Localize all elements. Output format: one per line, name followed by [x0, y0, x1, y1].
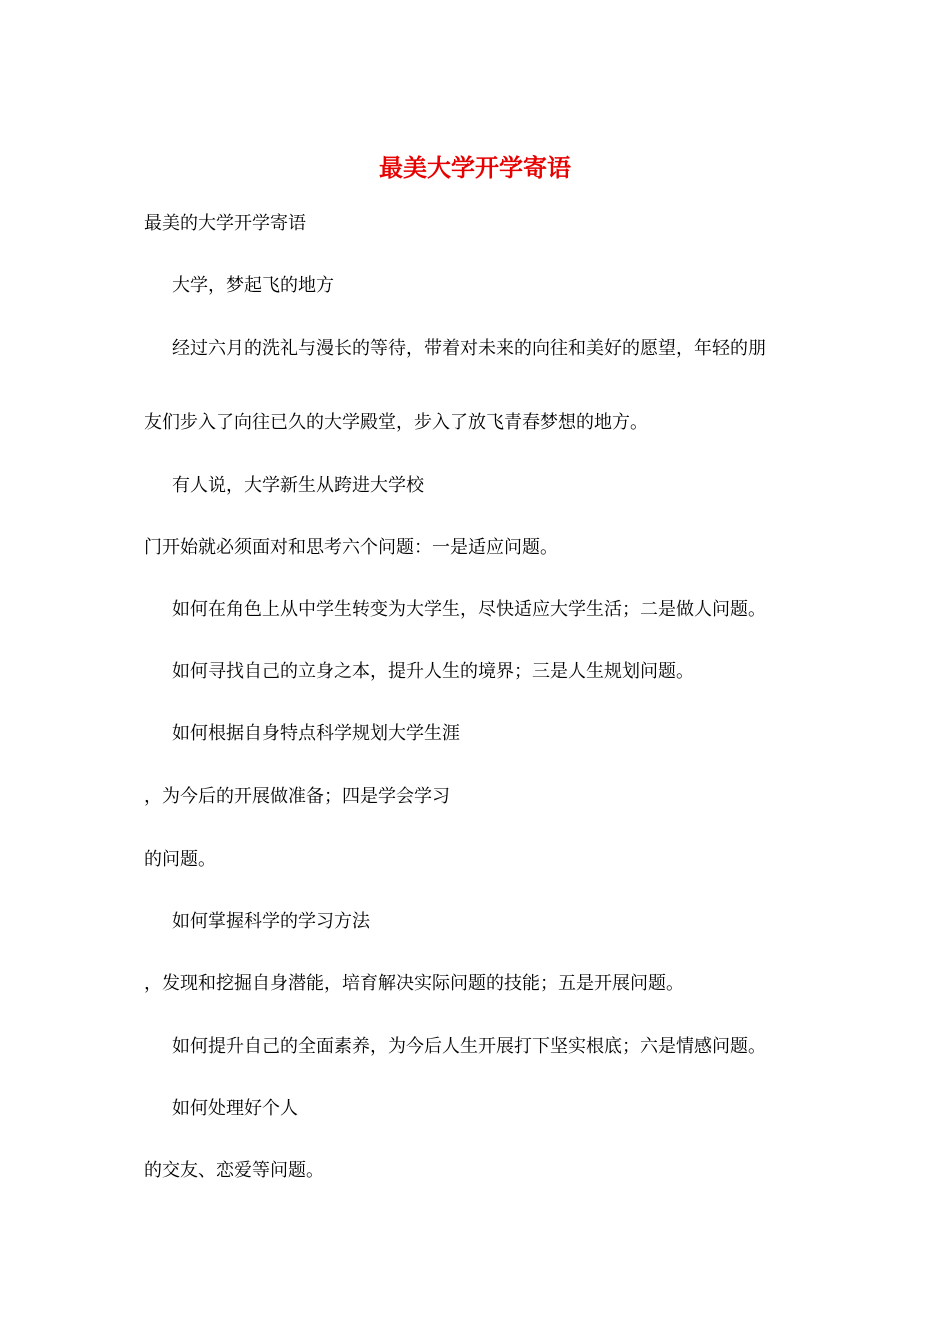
- document-title: 最美大学开学寄语: [379, 154, 571, 182]
- paragraph-line: 友们步入了向往已久的大学殿堂，步入了放飞青春梦想的地方。: [144, 412, 648, 433]
- paragraph-line: 最美的大学开学寄语: [144, 213, 306, 234]
- paragraph-line: 如何寻找自己的立身之本，提升人生的境界；三是人生规划问题。: [172, 661, 694, 682]
- paragraph-line: 有人说，大学新生从跨进大学校: [172, 475, 424, 496]
- paragraph-line: 如何提升自己的全面素养，为今后人生开展打下坚实根底；六是情感问题。: [172, 1036, 766, 1057]
- paragraph-line: 如何在角色上从中学生转变为大学生，尽快适应大学生活；二是做人问题。: [172, 599, 766, 620]
- paragraph-line: 如何掌握科学的学习方法: [172, 911, 370, 932]
- paragraph-line: 的问题。: [144, 849, 216, 870]
- paragraph-line: 门开始就必须面对和思考六个问题：一是适应问题。: [144, 537, 558, 558]
- paragraph-line: 如何处理好个人: [172, 1098, 298, 1119]
- paragraph-line: 经过六月的洗礼与漫长的等待，带着对未来的向往和美好的愿望，年轻的朋: [172, 338, 766, 359]
- paragraph-line: ，为今后的开展做准备；四是学会学习: [144, 786, 450, 807]
- paragraph-line: 如何根据自身特点科学规划大学生涯: [172, 723, 460, 744]
- paragraph-line: 大学，梦起飞的地方: [172, 275, 334, 296]
- paragraph-line: ，发现和挖掘自身潜能，培育解决实际问题的技能；五是开展问题。: [144, 973, 684, 994]
- paragraph-line: 的交友、恋爱等问题。: [144, 1160, 324, 1181]
